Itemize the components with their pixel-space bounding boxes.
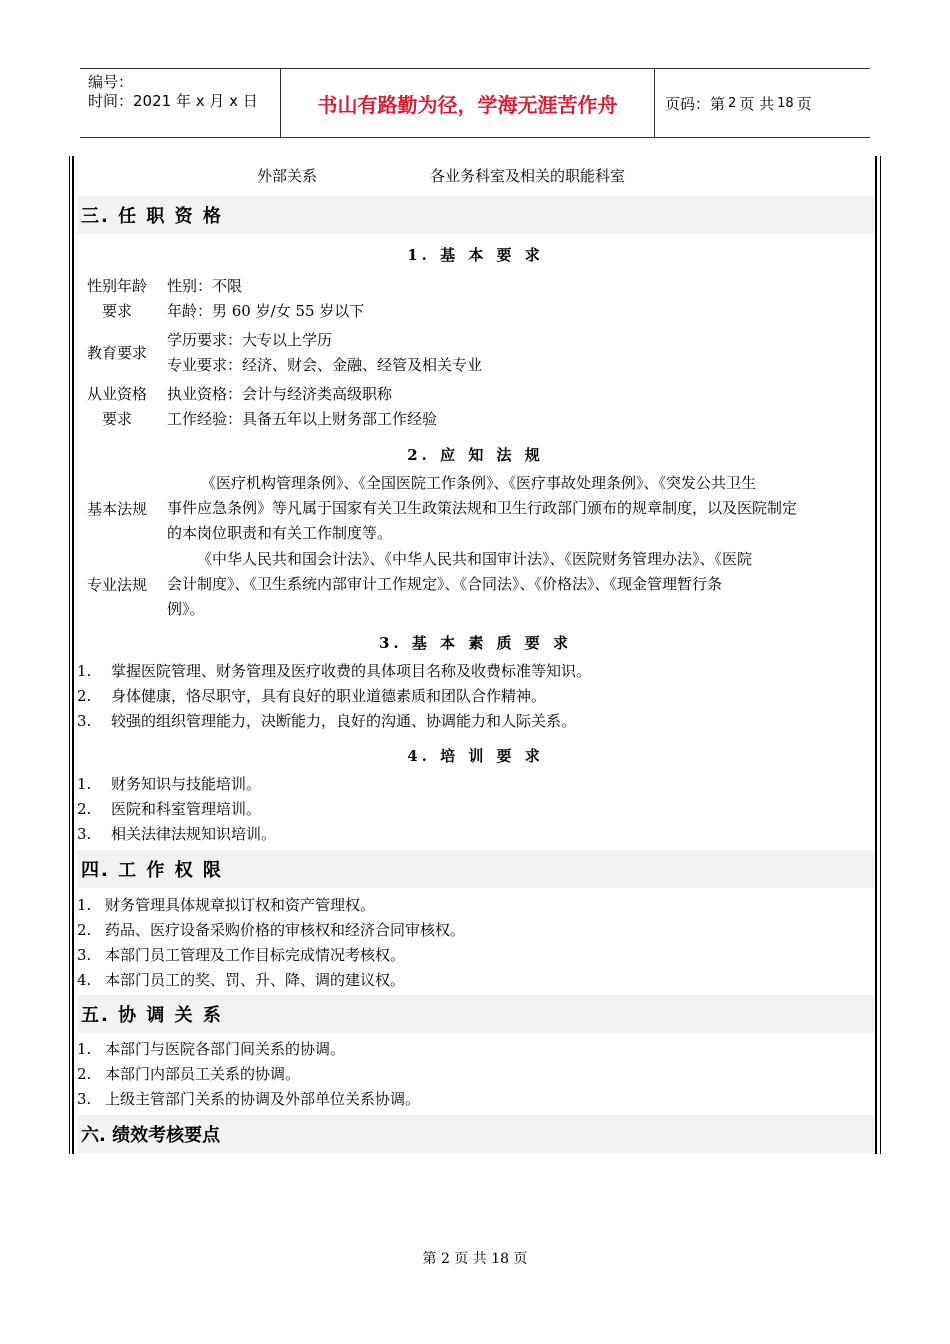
list-number: 3.	[77, 946, 92, 964]
list-number: 4.	[77, 971, 92, 989]
qualification-row	[77, 382, 874, 434]
list-text: 本部门与医院各部门间关系的协调。	[105, 1040, 346, 1058]
gender-age-label-line1: 性别年龄	[86, 277, 147, 295]
list-item	[77, 943, 405, 968]
external-relations-row	[77, 165, 874, 191]
subsection-basic-requirements: 1. 基 本 要 求	[407, 246, 544, 264]
age-value: 年龄：男 60 岁/女 55 岁以下	[167, 302, 365, 320]
list-text: 掌握医院管理、财务管理及医疗收费的具体项目名称及收费标准等知识。	[111, 662, 592, 680]
qualification-experience: 工作经验：具备五年以上财务部工作经验	[167, 410, 438, 428]
qualification-label-line1: 从业资格	[86, 385, 147, 403]
list-number: 1.	[77, 662, 92, 680]
list-number: 3.	[77, 825, 92, 843]
list-item	[77, 684, 546, 709]
list-number: 1.	[77, 1040, 92, 1058]
professional-law-line1: 《中华人民共和国会计法》、《中华人民共和国审计法》、《医院财务管理办法》、《医院	[197, 550, 753, 568]
header-meta	[80, 69, 281, 137]
list-text: 本部门内部员工关系的协调。	[105, 1065, 301, 1083]
list-item	[77, 1087, 420, 1112]
list-item	[77, 893, 375, 918]
list-text: 财务管理具体规章拟订权和资产管理权。	[105, 896, 376, 914]
section-5-title: 五. 协 调 关 系	[77, 995, 874, 1033]
doc-date-label: 时间：2021 年 x 月 x 日	[88, 92, 258, 110]
qualification-label	[77, 382, 157, 432]
gender-value: 性别：不限	[167, 277, 243, 295]
list-text: 相关法律法规知识培训。	[111, 825, 277, 843]
gender-age-row	[77, 274, 874, 326]
frame-right-outer	[880, 156, 881, 1154]
page-total: 18	[777, 95, 794, 111]
list-text: 身体健康，恪尽职守，具有良好的职业道德素质和团队合作精神。	[111, 687, 547, 705]
professional-law-line3: 例》。	[167, 600, 205, 618]
page-suffix: 页	[796, 94, 812, 113]
subsection-quality: 3. 基 本 素 质 要 求	[379, 634, 572, 652]
frame-left-outer	[69, 156, 70, 1154]
basic-law-line2: 事件应急条例》等凡属于国家有关卫生政策法规和卫生行政部门颁布的规章制度，以及医院制定	[167, 499, 798, 517]
page-prefix: 页码：第	[665, 94, 726, 113]
external-value: 各业务科室及相关的职能科室	[430, 167, 626, 185]
list-number: 2.	[77, 687, 92, 705]
subsection-regulations: 2. 应 知 法 规	[407, 446, 544, 464]
basic-law-row	[77, 471, 874, 549]
doc-code-label: 编号：	[88, 73, 134, 91]
list-number: 2.	[77, 921, 92, 939]
list-number: 2.	[77, 800, 92, 818]
header-page-number	[655, 69, 870, 137]
list-item	[77, 709, 576, 734]
list-number: 1.	[77, 775, 92, 793]
section-4-title: 四. 工 作 权 限	[77, 850, 874, 888]
list-item	[77, 968, 405, 993]
basic-law-line3: 的本岗位职责和有关工作制度等。	[167, 524, 393, 542]
list-item	[77, 797, 261, 822]
professional-law-line2: 会计制度》、《卫生系统内部审计工作规定》、《合同法》、《价格法》、《现金管理暂行条	[167, 575, 723, 593]
list-text: 医院和科室管理培训。	[111, 800, 262, 818]
list-number: 3.	[77, 1090, 92, 1108]
professional-law-row	[77, 547, 874, 625]
list-item	[77, 1037, 345, 1062]
list-item	[77, 659, 591, 684]
basic-law-text	[167, 471, 872, 546]
gender-age-label-line2: 要求	[101, 302, 132, 320]
education-values	[167, 328, 872, 378]
qualification-label-line2: 要求	[101, 410, 132, 428]
education-label: 教育要求	[86, 344, 147, 362]
frame-left-inner	[72, 156, 74, 1154]
list-item	[77, 822, 276, 847]
education-row	[77, 328, 874, 380]
page-footer: 第 2 页 共 18 页	[422, 1251, 528, 1267]
professional-law-text	[167, 547, 872, 622]
list-item	[77, 772, 261, 797]
list-text: 上级主管部门关系的协调及外部单位关系协调。	[105, 1090, 421, 1108]
gender-age-label	[77, 274, 157, 324]
list-item	[77, 918, 465, 943]
basic-law-line1: 《医疗机构管理条例》、《全国医院工作条例》、《医疗事故处理条例》、《突发公共卫生	[201, 474, 757, 492]
header-motto: 书山有路勤为径，学海无涯苦作舟	[281, 69, 655, 137]
list-text: 较强的组织管理能力，决断能力，良好的沟通、协调能力和人际关系。	[111, 712, 577, 730]
gender-age-values	[167, 274, 872, 324]
qualification-values	[167, 382, 872, 432]
list-text: 本部门员工管理及工作目标完成情况考核权。	[105, 946, 406, 964]
basic-law-label: 基本法规	[86, 500, 147, 518]
list-number: 3.	[77, 712, 92, 730]
page-current: 2	[728, 95, 737, 111]
professional-law-label: 专业法规	[86, 576, 147, 594]
education-major: 专业要求：经济、财会、金融、经管及相关专业	[167, 356, 483, 374]
section-6-title: 六. 绩效考核要点	[77, 1115, 874, 1153]
list-number: 2.	[77, 1065, 92, 1083]
page-header	[80, 68, 870, 138]
external-label: 外部关系	[257, 167, 318, 185]
list-text: 财务知识与技能培训。	[111, 775, 262, 793]
subsection-training: 4. 培 训 要 求	[407, 747, 544, 765]
list-item	[77, 1062, 300, 1087]
list-number: 1.	[77, 896, 92, 914]
qualification-title: 执业资格：会计与经济类高级职称	[167, 385, 393, 403]
frame-right-inner	[875, 156, 877, 1154]
education-degree: 学历要求：大专以上学历	[167, 331, 333, 349]
list-text: 药品、医疗设备采购价格的审核权和经济合同审核权。	[105, 921, 466, 939]
list-text: 本部门员工的奖、罚、升、降、调的建议权。	[105, 971, 406, 989]
section-3-title: 三. 任 职 资 格	[77, 196, 874, 234]
page-mid: 页 共	[739, 94, 775, 113]
